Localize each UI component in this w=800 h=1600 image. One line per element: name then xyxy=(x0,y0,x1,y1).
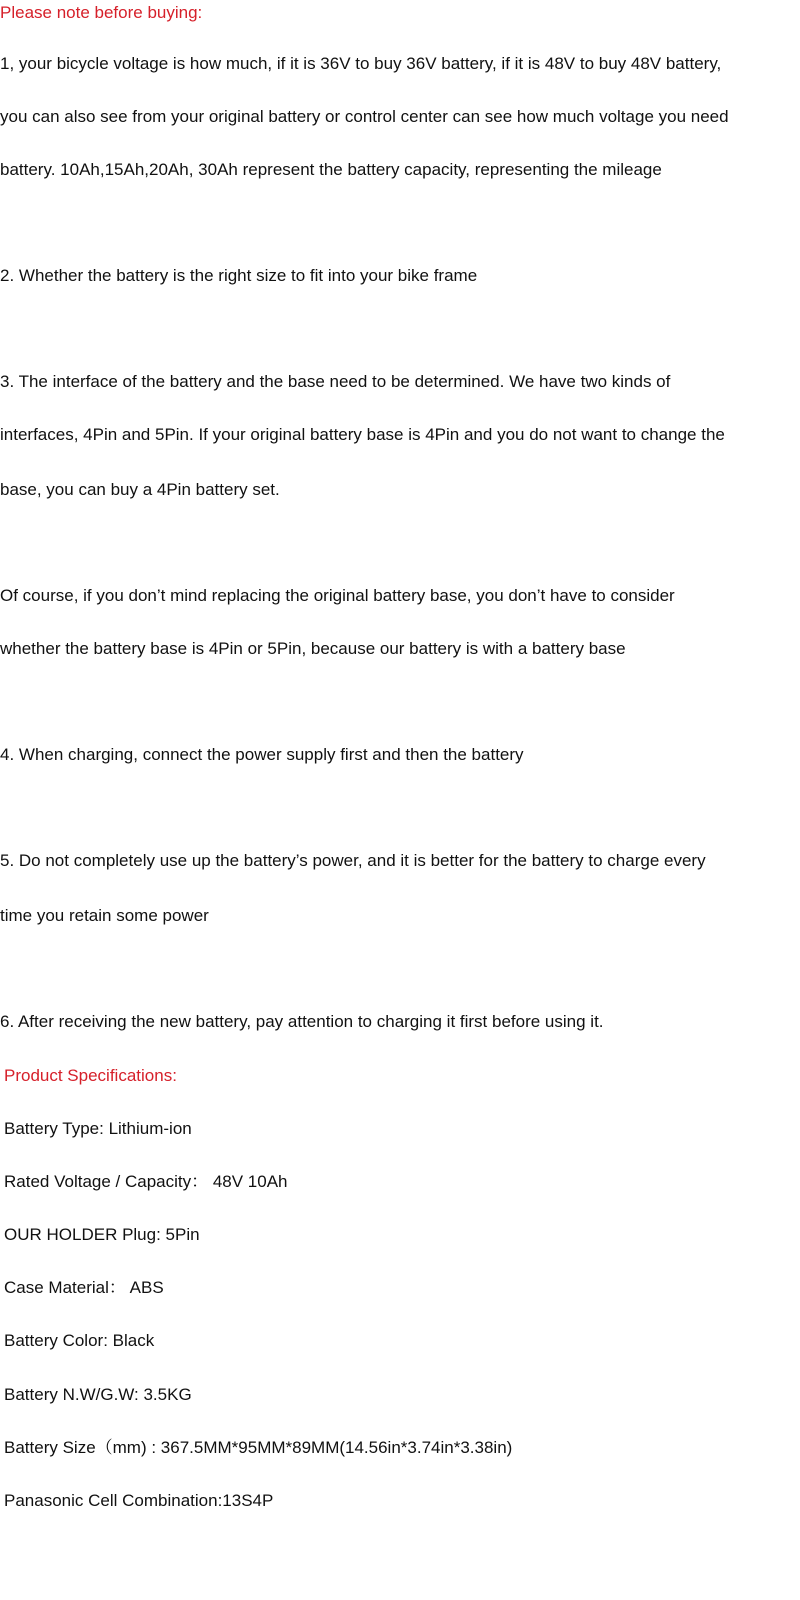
spec-weight: Battery N.W/G.W: 3.5KG xyxy=(4,1385,192,1404)
spec-holder-plug: OUR HOLDER Plug: 5Pin xyxy=(4,1225,200,1244)
note-item-3-line-1: 3. The interface of the battery and the base need to be determined. We have two kinds of xyxy=(0,372,671,391)
note-item-1-line-1: 1, your bicycle voltage is how much, if it is 36V to buy 36V battery, if it is 48V to buy 48V battery, xyxy=(0,54,722,73)
spec-rated-voltage: Rated Voltage / Capacity： 48V 10Ah xyxy=(4,1172,288,1191)
note-item-2: 2. Whether the battery is the right size to fit into your bike frame xyxy=(0,266,478,285)
note-item-4: 4. When charging, connect the power supply first and then the battery xyxy=(0,745,524,764)
spec-battery-type: Battery Type: Lithium-ion xyxy=(4,1119,192,1138)
note-course-line-1: Of course, if you don’t mind replacing the original battery base, you don’t have to consider xyxy=(0,586,675,605)
spec-battery-color: Battery Color: Black xyxy=(4,1331,155,1350)
note-item-3-line-2: interfaces, 4Pin and 5Pin. If your original battery base is 4Pin and you do not want to change the xyxy=(0,425,725,444)
spec-heading: Product Specifications: xyxy=(4,1066,177,1085)
spec-case-material: Case Material： ABS xyxy=(4,1278,164,1297)
note-heading: Please note before buying: xyxy=(0,3,203,22)
note-item-1-line-3: battery. 10Ah,15Ah,20Ah, 30Ah represent the battery capacity, representing the mileage xyxy=(0,160,662,179)
note-item-3-line-3: base, you can buy a 4Pin battery set. xyxy=(0,480,280,499)
spec-battery-size: Battery Size（mm) : 367.5MM*95MM*89MM(14.56in*3.74in*3.38in) xyxy=(4,1438,513,1457)
note-item-1-line-2: you can also see from your original battery or control center can see how much voltage you need xyxy=(0,107,729,126)
note-item-5-line-2: time you retain some power xyxy=(0,906,209,925)
note-item-6: 6. After receiving the new battery, pay attention to charging it first before using it. xyxy=(0,1012,604,1031)
note-item-5-line-1: 5. Do not completely use up the battery’s power, and it is better for the battery to charge every xyxy=(0,851,706,870)
note-course-line-2: whether the battery base is 4Pin or 5Pin, because our battery is with a battery base xyxy=(0,639,626,658)
spec-cell-combination: Panasonic Cell Combination:13S4P xyxy=(4,1491,274,1510)
